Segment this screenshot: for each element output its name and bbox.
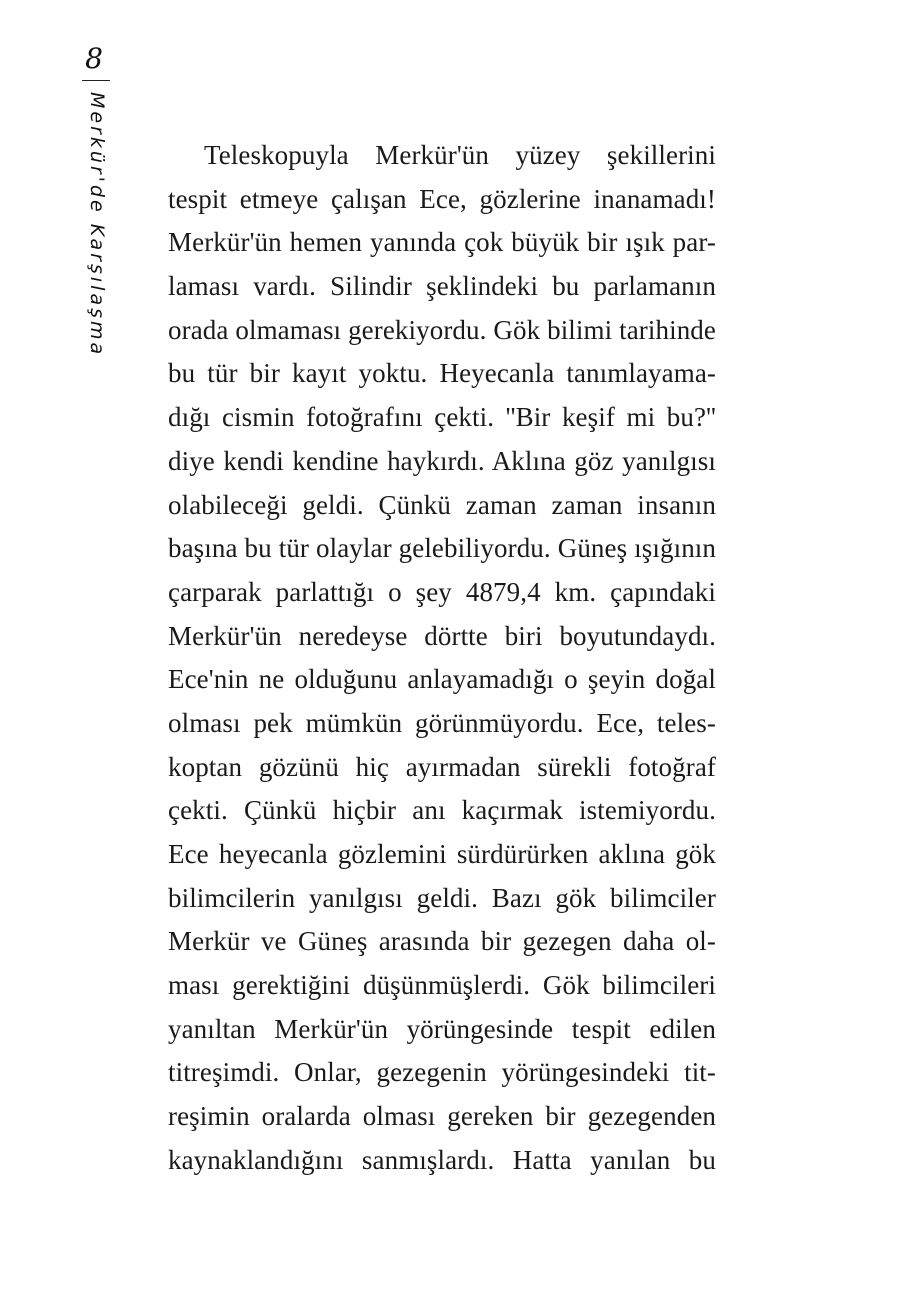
text-line: koptan gözünü hiç ayırmadan sürekli fotoğraf [168, 751, 716, 782]
text-line: Ece heyecanla gözlemini sürdürürken aklına gök [168, 839, 716, 869]
text-line: kaynaklandığını sanmışlardı. Hatta yanılan bu [168, 1144, 716, 1175]
text-line: titreşimdi. Onlar, gezegenin yörüngesindeki tit- [168, 1057, 716, 1088]
text-line: yanıltan Merkür'ün yörüngesinde tespit edilen [168, 1013, 716, 1044]
text-line: dığı cismin fotoğrafını çekti. ''Bir keşif mi bu?'' [168, 402, 716, 433]
text-line: başına bu tür olaylar gelebiliyordu. Güneş ışığının [168, 533, 716, 564]
body-paragraph [168, 134, 716, 1183]
text-line: Merkür ve Güneş arasında bir gezegen daha ol- [168, 926, 716, 957]
text-line: çarparak parlattığı o şey 4879,4 km. çapındaki [168, 576, 716, 607]
text-line: olması pek mümkün görünmüyordu. Ece, teles- [168, 707, 716, 738]
text-line: bu tür bir kayıt yoktu. Heyecanla tanımlayama- [168, 358, 716, 389]
text-line: çekti. Çünkü hiçbir anı kaçırmak istemiyordu. [168, 795, 716, 826]
margin-divider [82, 80, 110, 81]
text-line: orada olmaması gerekiyordu. Gök bilimi tarihinde [168, 314, 716, 345]
text-line: Merkür'ün neredeyse dörtte biri boyutundaydı. [168, 620, 716, 651]
text-line: bilimcilerin yanılgısı geldi. Bazı gök bilimciler [168, 882, 716, 913]
running-head: Merkür'de Karşılaşma [86, 92, 108, 358]
text-line: tespit etmeye çalışan Ece, gözlerine inanamadı! [168, 183, 716, 214]
text-line: laması vardı. Silindir şeklindeki bu parlamanın [168, 271, 716, 302]
text-line: olabileceği geldi. Çünkü zaman zaman insanın [168, 489, 716, 520]
text-line: Teleskopuyla Merkür'ün yüzey şekillerini [204, 140, 716, 170]
page-number: 8 [85, 42, 103, 75]
text-line: ması gerektiğini düşünmüşlerdi. Gök bilimcileri [168, 970, 716, 1001]
text-line: reşimin oralarda olması gereken bir gezegenden [168, 1101, 716, 1132]
text-line: Ece'nin ne olduğunu anlayamadığı o şeyin doğal [168, 664, 716, 695]
text-line: diye kendi kendine haykırdı. Aklına göz yanılgısı [168, 445, 716, 476]
text-line: Merkür'ün hemen yanında çok büyük bir ışık par- [168, 227, 716, 258]
